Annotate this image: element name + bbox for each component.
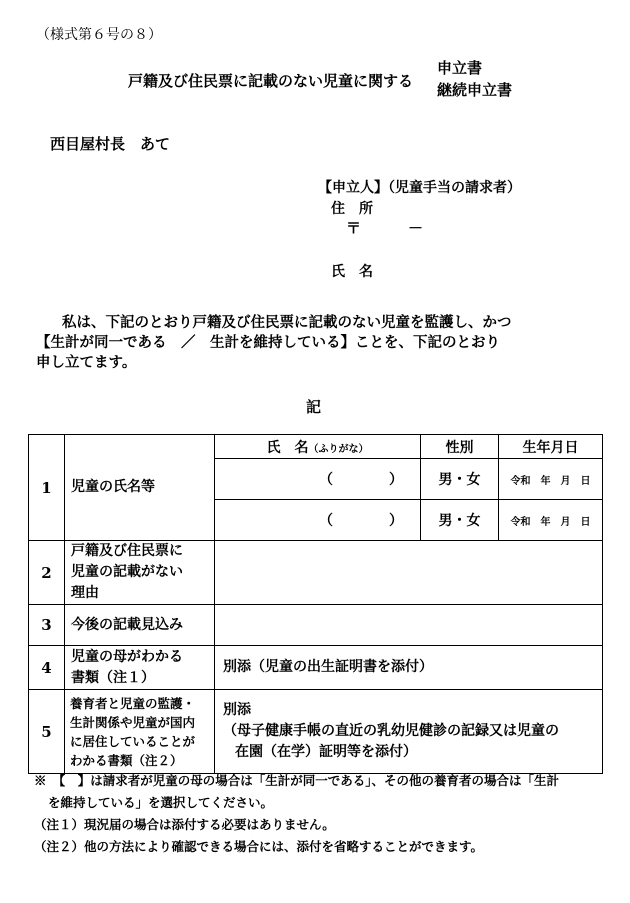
row-number-2: 2	[29, 541, 65, 605]
row-number-4: 4	[29, 646, 65, 690]
row-label-child-name: 児童の氏名等	[65, 435, 215, 541]
row-number-5: 5	[29, 690, 65, 774]
child-2-sex[interactable]: 男・女	[421, 500, 499, 541]
ki-heading: 記	[306, 398, 322, 416]
postal-mark: 〒	[346, 219, 362, 237]
statement-line-2: 【生計が同一である ／ 生計を維持している】ことを、下記のとおり	[36, 334, 500, 351]
title-option-continuation: 継続申立書	[437, 81, 513, 99]
statement-line-3: 申し立てます。	[36, 354, 137, 371]
note-1: （注１）現況届の場合は添付する必要はありません。	[34, 817, 335, 832]
statement-line-1: 私は、下記のとおり戸籍及び住民票に記載のない児童を監護し、かつ	[62, 314, 512, 331]
addressee: 西目屋村長 あて	[50, 135, 171, 153]
note-asterisk-line-2: を維持している」を選択してください。	[48, 795, 274, 810]
page-title: 戸籍及び住民票に記載のない児童に関する	[128, 72, 414, 90]
header-name: 氏 名（ふりがな）	[215, 435, 421, 459]
mother-document-value: 別添（児童の出生証明書を添付）	[215, 646, 603, 690]
title-option-application: 申立書	[437, 59, 483, 77]
child-2-name-field[interactable]: （ ）	[215, 500, 421, 541]
future-registration-field[interactable]	[215, 605, 603, 646]
header-sex: 性別	[421, 435, 499, 459]
row-number-3: 3	[29, 605, 65, 646]
child-1-name-field[interactable]: （ ）	[215, 459, 421, 500]
postal-dash: －	[408, 219, 424, 237]
child-1-sex[interactable]: 男・女	[421, 459, 499, 500]
header-dob: 生年月日	[499, 435, 603, 459]
reason-field[interactable]	[215, 541, 603, 605]
note-asterisk-line-1: ※ 【 】は請求者が児童の母の場合は「生計が同一である」、その他の養育者の場合は「生計	[34, 773, 560, 788]
note-2: （注２）他の方法により確認できる場合には、添付を省略することができます。	[34, 839, 484, 854]
custody-document-value: 別添 （母子健康手帳の直近の乳幼児健診の記録又は児童の 在園（在学）証明等を添付）	[215, 690, 603, 774]
address-label: 住 所	[331, 201, 373, 217]
child-1-dob[interactable]: 令和 年 月 日	[499, 459, 603, 500]
details-table	[28, 434, 603, 774]
form-number: （様式第６号の８）	[36, 27, 162, 43]
row-label-custody-document: 養育者と児童の監護・ 生計関係や児童が国内 に居住していることが わかる書類（注２）	[65, 690, 215, 774]
child-2-dob[interactable]: 令和 年 月 日	[499, 500, 603, 541]
row-label-unregistered-reason: 戸籍及び住民票に 児童の記載がない 理由	[65, 541, 215, 605]
applicant-heading: 【申立人】（児童手当の請求者）	[318, 180, 521, 196]
row-number-1: 1	[29, 435, 65, 541]
name-label: 氏 名	[331, 264, 373, 280]
row-label-future-registration: 今後の記載見込み	[65, 605, 215, 646]
row-label-mother-document: 児童の母がわかる 書類（注１）	[65, 646, 215, 690]
